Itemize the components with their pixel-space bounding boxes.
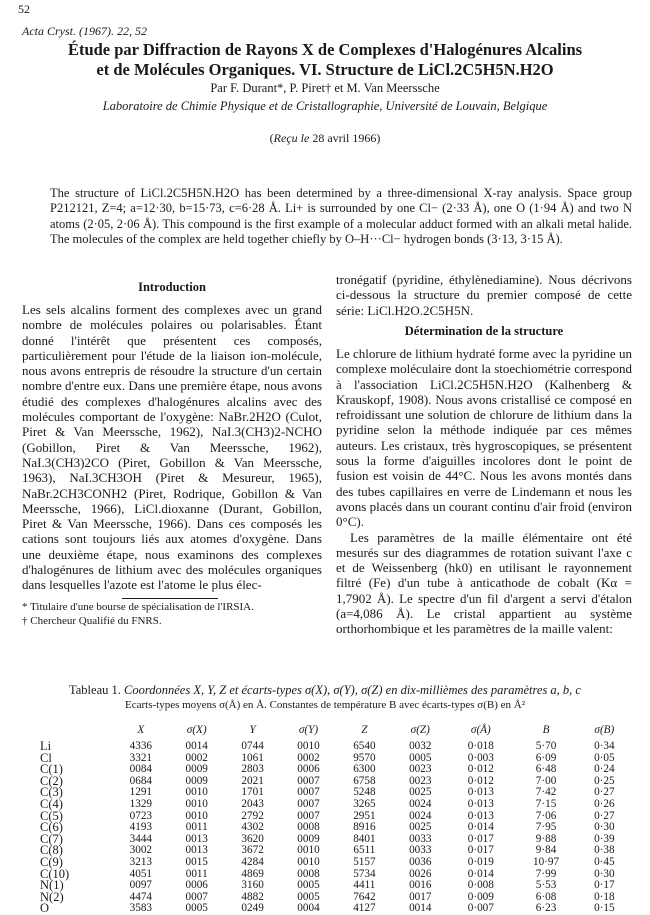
- cell-y: 3672: [241, 844, 264, 857]
- cell-z: 7642: [353, 890, 376, 903]
- cell-sigma-x: 0011: [185, 821, 208, 834]
- table-row: [40, 738, 630, 753]
- cell-b: 7·00: [535, 774, 557, 787]
- cell-sigma-b: 0·05: [594, 751, 615, 764]
- header-sigma-b: σ(B): [594, 724, 615, 736]
- cell-sigma-b: 0·34: [594, 740, 615, 752]
- cell-y: 1061: [241, 751, 264, 764]
- received-date: (Reçu le 28 avril 1966): [269, 131, 381, 145]
- cell-b: 6·09: [535, 751, 557, 764]
- cell-sigma-a: 0·013: [467, 786, 494, 799]
- cell-sigma-a: 0·003: [467, 751, 494, 764]
- cell-x: 3002: [129, 844, 152, 857]
- cell-y: 1701: [241, 786, 264, 799]
- cell-sigma-z: 0005: [409, 751, 432, 764]
- introduction-continuation: tronégatif (pyridine, éthylènediamine). Nous décrivons ci-dessous la structure du premier composé de cette série: LiCl.H2O.2C5H5N.: [336, 272, 632, 318]
- cell-atom: C(6): [40, 820, 63, 835]
- cell-sigma-z: 0025: [409, 786, 432, 799]
- cell-x: 4474: [129, 890, 152, 903]
- cell-sigma-b: 0·30: [594, 821, 615, 834]
- cell-x: 3583: [129, 902, 152, 915]
- determination-paragraph-1: Le chlorure de lithium hydraté forme avec la pyridine un complexe moléculaire dont la stoechiométrie correspond à l'association LiCl.2C5H5N.H2O (Kalhenberg & Krauskopf, 1908). Nous avons cristallisé ce composé en refroidissant une solution de chlorure de lithium dans la pyridine selon la méthode indiquée par ces mêmes auteurs. Les cristaux, très hygroscopiques, se présentent sous la forme d'aiguilles incolores dont le point de fusion est voisin de 44°C. Nous les avons montés dans des tubes capillaires en verre de Lindemann et nous les avons placés dans un courant continu d'air froid (environ 0°C).: [336, 346, 632, 530]
- cell-z: 6758: [353, 774, 376, 787]
- cell-sigma-a: 0·009: [467, 890, 494, 903]
- cell-z: 8916: [353, 821, 376, 834]
- cell-sigma-z: 0025: [409, 821, 432, 834]
- cell-sigma-x: 0010: [185, 809, 208, 822]
- table-row: [40, 822, 630, 834]
- cell-z: 6511: [353, 844, 376, 857]
- cell-sigma-a: 0·014: [467, 821, 494, 834]
- cell-sigma-b: 0·30: [594, 867, 615, 880]
- cell-atom: C(3): [40, 785, 63, 800]
- cell-y: 2043: [241, 797, 264, 810]
- affiliation: Laboratoire de Chimie Physique et de Cristallographie, Université de Louvain, Belgique: [102, 99, 548, 113]
- cell-atom: Cl: [40, 750, 52, 765]
- cell-x: 1329: [129, 797, 152, 810]
- cell-y: 4869: [241, 867, 264, 880]
- cell-b: 5·70: [535, 740, 557, 752]
- cell-sigma-z: 0036: [409, 855, 432, 868]
- cell-b: 6·08: [535, 890, 557, 903]
- cell-x: 0097: [129, 879, 152, 892]
- header-sigma-x: σ(X): [186, 724, 207, 736]
- cell-sigma-z: 0014: [409, 902, 432, 915]
- cell-x: 0084: [129, 763, 152, 776]
- cell-b: 7·42: [535, 786, 557, 799]
- cell-sigma-a: 0·012: [467, 763, 494, 776]
- cell-atom: C(7): [40, 831, 63, 846]
- header-z: Z: [361, 724, 368, 736]
- cell-sigma-y: 0007: [297, 786, 320, 799]
- cell-sigma-z: 0032: [409, 740, 432, 752]
- paper-title: [0, 40, 650, 80]
- right-column: [336, 272, 632, 318]
- cell-sigma-y: 0005: [297, 890, 320, 903]
- header-b: B: [542, 724, 550, 736]
- cell-atom: C(2): [40, 773, 63, 788]
- cell-sigma-x: 0015: [185, 855, 208, 868]
- header-y: Y: [249, 724, 256, 736]
- header-sigma-y: σ(Y): [298, 724, 319, 736]
- cell-x: 1291: [129, 786, 152, 799]
- cell-sigma-x: 0009: [185, 774, 208, 787]
- header-sigma-z: σ(Z): [410, 724, 430, 736]
- cell-sigma-b: 0·25: [594, 774, 615, 787]
- cell-sigma-b: 0·38: [594, 844, 615, 857]
- cell-sigma-y: 0007: [297, 809, 320, 822]
- cell-y: 4302: [241, 821, 264, 834]
- cell-x: 3213: [129, 855, 152, 868]
- cell-y: 2803: [241, 763, 264, 776]
- cell-sigma-a: 0·019: [467, 855, 494, 868]
- cell-sigma-y: 0010: [297, 844, 320, 857]
- table-row: [40, 903, 630, 915]
- cell-x: 3321: [129, 751, 152, 764]
- table-caption: [0, 683, 650, 698]
- header-atom: [40, 722, 113, 738]
- cell-sigma-b: 0·39: [594, 832, 615, 845]
- cell-b: 7·06: [535, 809, 557, 822]
- cell-sigma-b: 0·45: [594, 855, 615, 868]
- cell-z: 6300: [353, 763, 376, 776]
- introduction-paragraph: Les sels alcalins forment des complexes avec un grand nombre de molécules polaires ou polarisables. Étant donné l'intérêt que présentent ces composés, particulièrement pour l'étude de la liaison ion-molécule, nous avons entrepris de résoudre la structure d'un certain nombre d'entre eux. Dans une première étape, nous avons étudié des complexes d'halogénures alcalins avec des molécules comportant de l'oxygène: NaBr.2H2O (Culot, Piret & Van Meerssche, 1962), NaI.3(CH3)2-NCHO (Gobillon, Piret & Van Meerssche, 1962), NaI.3(CH3)2CO (Piret, Gobillon & Van Meerssche, 1963), NaI.3CH3OH (Piret & Mesureur, 1965), NaBr.2CH3CONH2 (Piret, Rodrique, Gobillon & Van Meerssche, 1966), LiCl.dioxanne (Durant, Gobillon, Piret & Van Meerssche, 1966). Dans ces composés les cations sont toujours liés aux atomes d'oxygène. Dans une deuxième étape, nous examinons des complexes d'halogénures de lithium avec des molécules organiques dans lesquelles l'azote est l'atome le plus élec-: [22, 302, 322, 593]
- cell-sigma-y: 0006: [297, 763, 320, 776]
- cell-y: 4284: [241, 855, 264, 868]
- cell-sigma-a: 0·014: [467, 867, 494, 880]
- cell-sigma-z: 0033: [409, 832, 432, 845]
- cell-atom: Li: [40, 739, 52, 753]
- cell-sigma-b: 0·27: [594, 786, 615, 799]
- cell-z: 5248: [353, 786, 376, 799]
- cell-b: 7·15: [535, 797, 557, 810]
- cell-sigma-z: 0023: [409, 763, 432, 776]
- abstract: The structure of LiCl.2C5H5N.H2O has been determined by a three-dimensional X-ray analysis. Space group P212121, Z=4; a=12·30, b=15·73, c=6·28 Å. Li+ is surrounded by one Cl− (2·33 Å), one O (1·94 Å) and two N atoms (2·05, 2·06 Å). This compound is the first example of a molecular adduct formed with an alkali metal halide. The molecules of the complex are held together chiefly by O–H···Cl− hydrogen bonds (3·13, 3·15 Å).: [50, 186, 632, 246]
- cell-sigma-y: 0004: [297, 902, 320, 915]
- title-line-2: et de Molécules Organiques. VI. Structure de LiCl.2C5H5N.H2O: [96, 60, 554, 79]
- cell-sigma-a: 0·013: [467, 797, 494, 810]
- journal-citation: Acta Cryst. (1967). 22, 52: [22, 24, 147, 38]
- cell-sigma-a: 0·008: [467, 879, 494, 892]
- cell-x: 4336: [129, 740, 152, 752]
- table-row: [40, 880, 630, 892]
- cell-atom: C(5): [40, 808, 63, 823]
- cell-sigma-b: 0·17: [594, 879, 615, 892]
- table-subcaption: Ecarts-types moyens σ(Å) en Å. Constantes de température B avec écarts-types σ(B) en Å²: [124, 699, 526, 711]
- cell-z: 8401: [353, 832, 376, 845]
- cell-sigma-y: 0008: [297, 867, 320, 880]
- cell-z: 5734: [353, 867, 376, 880]
- cell-sigma-z: 0033: [409, 844, 432, 857]
- header-x: X: [137, 724, 145, 736]
- cell-y: 2021: [241, 774, 264, 787]
- title-line-1: Étude par Diffraction de Rayons X de Complexes d'Halogénures Alcalins: [67, 40, 583, 59]
- cell-x: 0723: [129, 809, 152, 822]
- table-caption-text: Coordonnées X, Y, Z et écarts-types σ(X), σ(Y), σ(Z) en dix-millièmes des paramètres a, b, c: [124, 683, 581, 697]
- cell-sigma-b: 0·15: [594, 902, 615, 915]
- cell-b: 9·84: [535, 844, 557, 857]
- cell-sigma-x: 0013: [185, 832, 208, 845]
- cell-sigma-a: 0·018: [467, 740, 494, 752]
- cell-y: 0249: [241, 902, 264, 915]
- footnote-irsia: * Titulaire d'une bourse de spécialisation de l'IRSIA.: [22, 601, 254, 613]
- cell-sigma-b: 0·18: [594, 890, 615, 903]
- cell-sigma-x: 0010: [185, 786, 208, 799]
- cell-sigma-b: 0·24: [594, 763, 615, 776]
- cell-sigma-y: 0002: [297, 751, 320, 764]
- table-caption-label: Tableau 1.: [69, 683, 121, 697]
- cell-b: 10·97: [532, 855, 560, 868]
- table-body: [40, 738, 630, 915]
- cell-z: 9570: [353, 751, 376, 764]
- cell-sigma-z: 0024: [409, 809, 432, 822]
- cell-sigma-y: 0007: [297, 774, 320, 787]
- introduction-body: [22, 302, 322, 593]
- cell-sigma-a: 0·013: [467, 809, 494, 822]
- cell-sigma-a: 0·012: [467, 774, 494, 787]
- cell-sigma-z: 0023: [409, 774, 432, 787]
- cell-y: 4882: [241, 890, 264, 903]
- cell-sigma-x: 0002: [185, 751, 208, 764]
- cell-x: 4193: [129, 821, 152, 834]
- cell-y: 3160: [241, 879, 264, 892]
- cell-z: 2951: [353, 809, 376, 822]
- introduction-heading: Introduction: [138, 280, 206, 294]
- cell-sigma-y: 0005: [297, 879, 320, 892]
- cell-b: 6·23: [535, 902, 557, 915]
- cell-sigma-x: 0010: [185, 797, 208, 810]
- cell-sigma-x: 0009: [185, 763, 208, 776]
- cell-b: 7·95: [535, 821, 557, 834]
- authors: Par F. Durant*, P. Piret† et M. Van Meerssche: [210, 81, 440, 95]
- cell-z: 3265: [353, 797, 376, 810]
- determination-paragraph-2: Les paramètres de la maille élémentaire ont été mesurés sur des diagrammes de rotation suivant l'axe c et de Weissenberg (hk0) en utilisant le rayonnement filtré (Fe) d'un tube à anticathode de cobalt (Kα = 1,7902 Å). Le spectre d'un fil d'argent a servi d'étalon (a=4,086 Å). Le cristal appartient au système orthorhombique et les paramètres de la maille valent:: [336, 529, 632, 637]
- footnote-fnrs: † Chercheur Qualifié du FNRS.: [22, 615, 162, 627]
- cell-atom: C(8): [40, 843, 63, 858]
- cell-sigma-a: 0·017: [467, 832, 494, 845]
- cell-atom: C(4): [40, 796, 63, 811]
- cell-sigma-z: 0026: [409, 867, 432, 880]
- page-number: 52: [18, 2, 30, 16]
- cell-sigma-z: 0017: [409, 890, 432, 903]
- coordinates-table: [40, 722, 630, 915]
- cell-x: 4051: [129, 867, 152, 880]
- determination-heading: Détermination de la structure: [404, 324, 564, 338]
- footnote-rule: [122, 598, 218, 599]
- cell-sigma-x: 0014: [185, 740, 208, 752]
- cell-y: 3620: [241, 832, 264, 845]
- cell-atom: N(2): [40, 889, 64, 904]
- cell-b: 7·99: [535, 867, 557, 880]
- cell-sigma-y: 0008: [297, 821, 320, 834]
- cell-sigma-a: 0·017: [467, 844, 494, 857]
- cell-sigma-x: 0005: [185, 902, 208, 915]
- cell-sigma-b: 0·27: [594, 809, 615, 822]
- cell-sigma-y: 0009: [297, 832, 320, 845]
- cell-atom: O: [40, 901, 50, 915]
- received-prefix: Reçu le: [273, 131, 310, 145]
- cell-atom: C(9): [40, 854, 63, 869]
- cell-sigma-z: 0024: [409, 797, 432, 810]
- cell-b: 6·48: [535, 763, 557, 776]
- cell-sigma-x: 0013: [185, 844, 208, 857]
- cell-b: 9·88: [535, 832, 557, 845]
- cell-sigma-y: 0010: [297, 855, 320, 868]
- cell-sigma-y: 0010: [297, 740, 320, 752]
- table-row: [40, 799, 630, 811]
- table-row: [40, 857, 630, 869]
- cell-x: 0684: [129, 774, 152, 787]
- cell-sigma-x: 0007: [185, 890, 208, 903]
- header-sigma-a: σ(Å): [470, 724, 491, 736]
- determination-body: [336, 346, 632, 637]
- cell-atom: C(10): [40, 866, 70, 881]
- cell-b: 5·53: [535, 879, 557, 892]
- cell-atom: C(1): [40, 762, 63, 777]
- cell-x: 3444: [129, 832, 152, 845]
- cell-sigma-b: 0·26: [594, 797, 615, 810]
- cell-y: 2792: [241, 809, 264, 822]
- cell-y: 0744: [241, 740, 264, 752]
- cell-sigma-y: 0007: [297, 797, 320, 810]
- table-header-row: [40, 722, 630, 738]
- cell-sigma-x: 0006: [185, 879, 208, 892]
- cell-z: 5157: [353, 855, 376, 868]
- cell-atom: N(1): [40, 878, 64, 893]
- cell-sigma-z: 0016: [409, 879, 432, 892]
- received-day: 28 avril 1966: [312, 131, 377, 145]
- cell-sigma-a: 0·007: [467, 902, 494, 915]
- cell-z: 4411: [353, 879, 376, 892]
- cell-sigma-x: 0011: [185, 867, 208, 880]
- cell-z: 6540: [353, 740, 376, 752]
- cell-z: 4127: [353, 902, 376, 915]
